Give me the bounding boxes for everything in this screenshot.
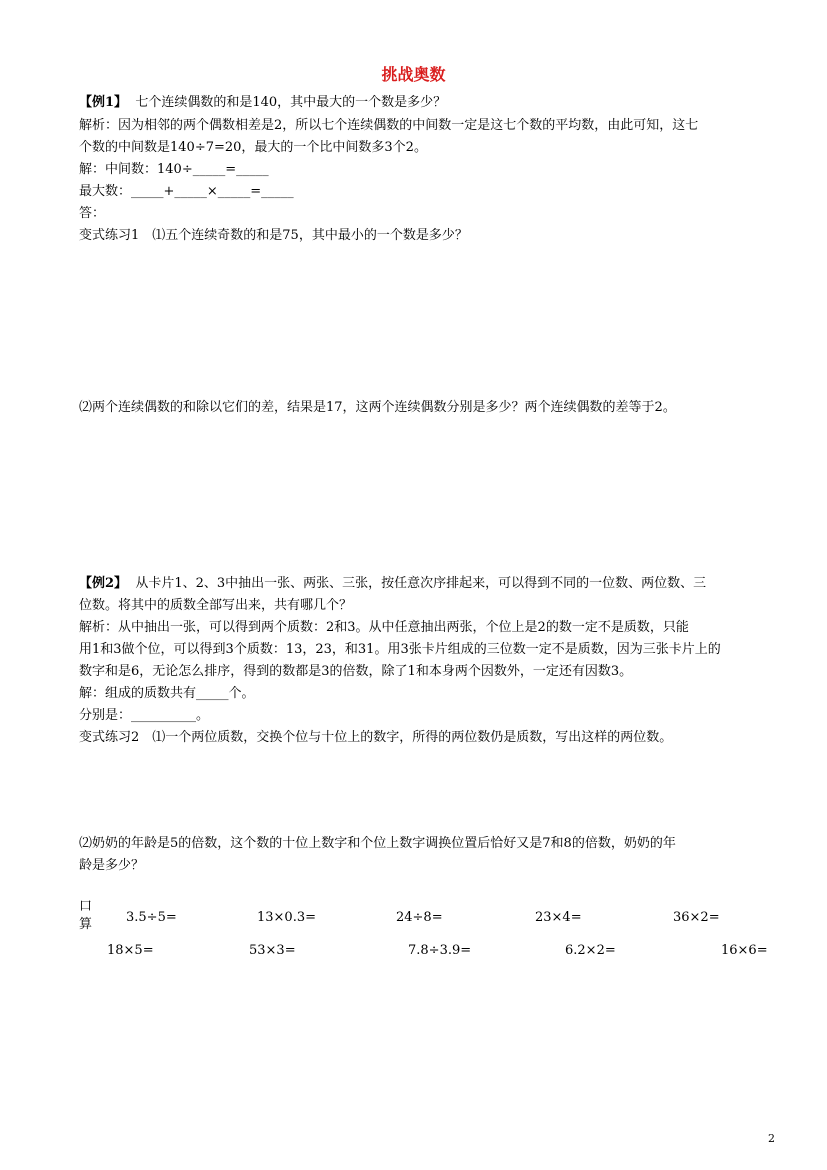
practice2-part2-line2: 龄是多少？	[79, 858, 145, 873]
oral-label: 口算	[79, 899, 93, 932]
example1-solution-line1: 解：中间数：140÷_____=_____	[79, 162, 269, 177]
oral-exercise: 13×0.3=	[257, 910, 317, 925]
example1-solution-line2: 最大数：_____+_____×_____=_____	[79, 184, 294, 199]
example2-tag: 【例2】	[79, 576, 128, 591]
example2-header	[79, 575, 706, 593]
example2-solution-line2: 分别是：__________。	[79, 708, 210, 723]
page-number: 2	[768, 1132, 775, 1145]
example1-analysis-line1: 解析：因为相邻的两个偶数相差是2，所以七个连续偶数的中间数一定是这七个数的平均数，由此可知，这七	[79, 118, 699, 133]
oral-exercise: 36×2=	[673, 910, 720, 925]
example1-question: 七个连续偶数的和是140，其中最大的一个数是多少？	[135, 95, 447, 110]
example1-header	[79, 94, 446, 112]
example2-analysis-line1: 解析：从中抽出一张，可以得到两个质数：2和3。从中任意抽出两张，个位上是2的数一定不是质数，只能	[79, 620, 689, 635]
oral-exercise: 7.8÷3.9=	[408, 943, 472, 958]
oral-exercise: 3.5÷5=	[126, 910, 177, 925]
oral-exercise: 6.2×2=	[565, 943, 616, 958]
practice2-part2-line1: ⑵奶奶的年龄是5的倍数，这个数的十位上数字和个位上数字调换位置后恰好又是7和8的倍数，奶奶的年	[79, 836, 676, 851]
example2-solution-line1: 解：组成的质数共有_____个。	[79, 686, 255, 701]
oral-exercise: 23×4=	[535, 910, 582, 925]
page-title: 挑战奥数	[381, 65, 446, 84]
practice2-part1: 变式练习2 ⑴一个两位质数，交换个位与十位上的数字，所得的两位数仍是质数，写出这样的两位数。	[79, 730, 673, 745]
oral-exercise: 18×5=	[107, 943, 154, 958]
oral-exercise: 16×6=	[721, 943, 768, 958]
oral-exercise: 24÷8=	[396, 910, 443, 925]
example1-answer: 答：	[79, 206, 106, 221]
example2-question-line2: 位数。将其中的质数全部写出来，共有哪几个？	[79, 598, 353, 613]
example2-question-line1: 从卡片1、2、3中抽出一张、两张、三张，按任意次序排起来，可以得到不同的一位数、两位数、三	[135, 576, 707, 591]
example1-analysis-line2: 个数的中间数是140÷7=20，最大的一个比中间数多3个2。	[79, 140, 427, 155]
example2-analysis-line3: 数字和是6，无论怎么排序，得到的数都是3的倍数，除了1和本身两个因数外，一定还有因数3。	[79, 664, 633, 679]
practice1-part1: 变式练习1 ⑴五个连续奇数的和是75，其中最小的一个数是多少？	[79, 228, 468, 243]
practice1-part2: ⑵两个连续偶数的和除以它们的差，结果是17，这两个连续偶数分别是多少？两个连续偶数的差等于2。	[79, 400, 676, 415]
oral-exercise: 53×3=	[249, 943, 296, 958]
example1-tag: 【例1】	[79, 95, 128, 110]
example2-analysis-line2: 用1和3做个位，可以得到3个质数：13，23，和31。用3张卡片组成的三位数一定不是质数，因为三张卡片上的	[79, 642, 721, 657]
